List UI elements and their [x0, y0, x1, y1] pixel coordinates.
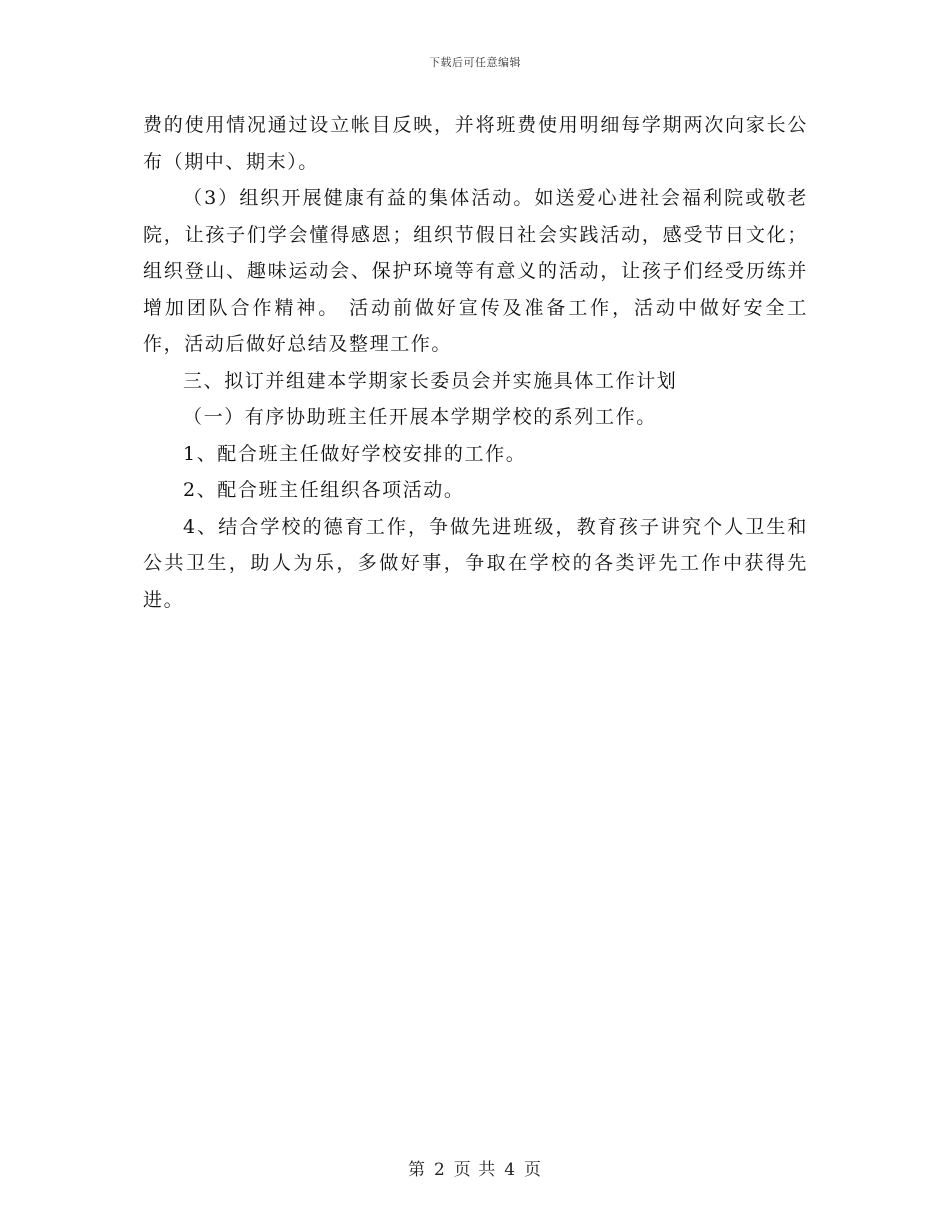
list-item-1: 1、配合班主任做好学校安排的工作。	[183, 442, 527, 465]
paragraph-class-fee-usage: 费的使用情况通过设立帐目反映，并将班费使用明细每学期两次向家长公布（期中、期末）。	[143, 114, 808, 173]
list-item-2: 2、配合班主任组织各项活动。	[183, 479, 465, 501]
current-page-number: 2	[433, 1160, 446, 1180]
footer-prefix: 第	[407, 1160, 426, 1180]
footer-suffix: 页	[524, 1160, 543, 1180]
total-pages-number: 4	[504, 1160, 517, 1180]
page-header: 下载后可任意编辑	[429, 56, 521, 69]
document-body	[143, 107, 808, 618]
footer-middle: 页 共	[453, 1160, 497, 1180]
subsection-heading-assist-teacher: （一）有序协助班主任开展本学期学校的系列工作。	[183, 406, 657, 428]
section-heading-committee-plan: 三、拟订并组建本学期家长委员会并实施具体工作计划	[183, 369, 678, 392]
paragraph-collective-activities: （3）组织开展健康有益的集体活动。如送爱心进社会福利院或敬老院，让孩子们学会懂得感恩；组织节假日社会实践活动，感受节日文化；组织登山、趣味运动会、保护环境等有意义的活动，让孩子们经受历练并增加团队合作精神。 活动前做好宣传及准备工作，活动中做好安全工作，活动后做好总结及整理工作。	[143, 187, 808, 355]
list-item-4: 4、结合学校的德育工作，争做先进班级，教育孩子讲究个人卫生和公共卫生，助人为乐，多做好事，争取在学校的各类评先工作中获得先进。	[143, 515, 808, 611]
page-number-footer	[0, 1155, 950, 1180]
